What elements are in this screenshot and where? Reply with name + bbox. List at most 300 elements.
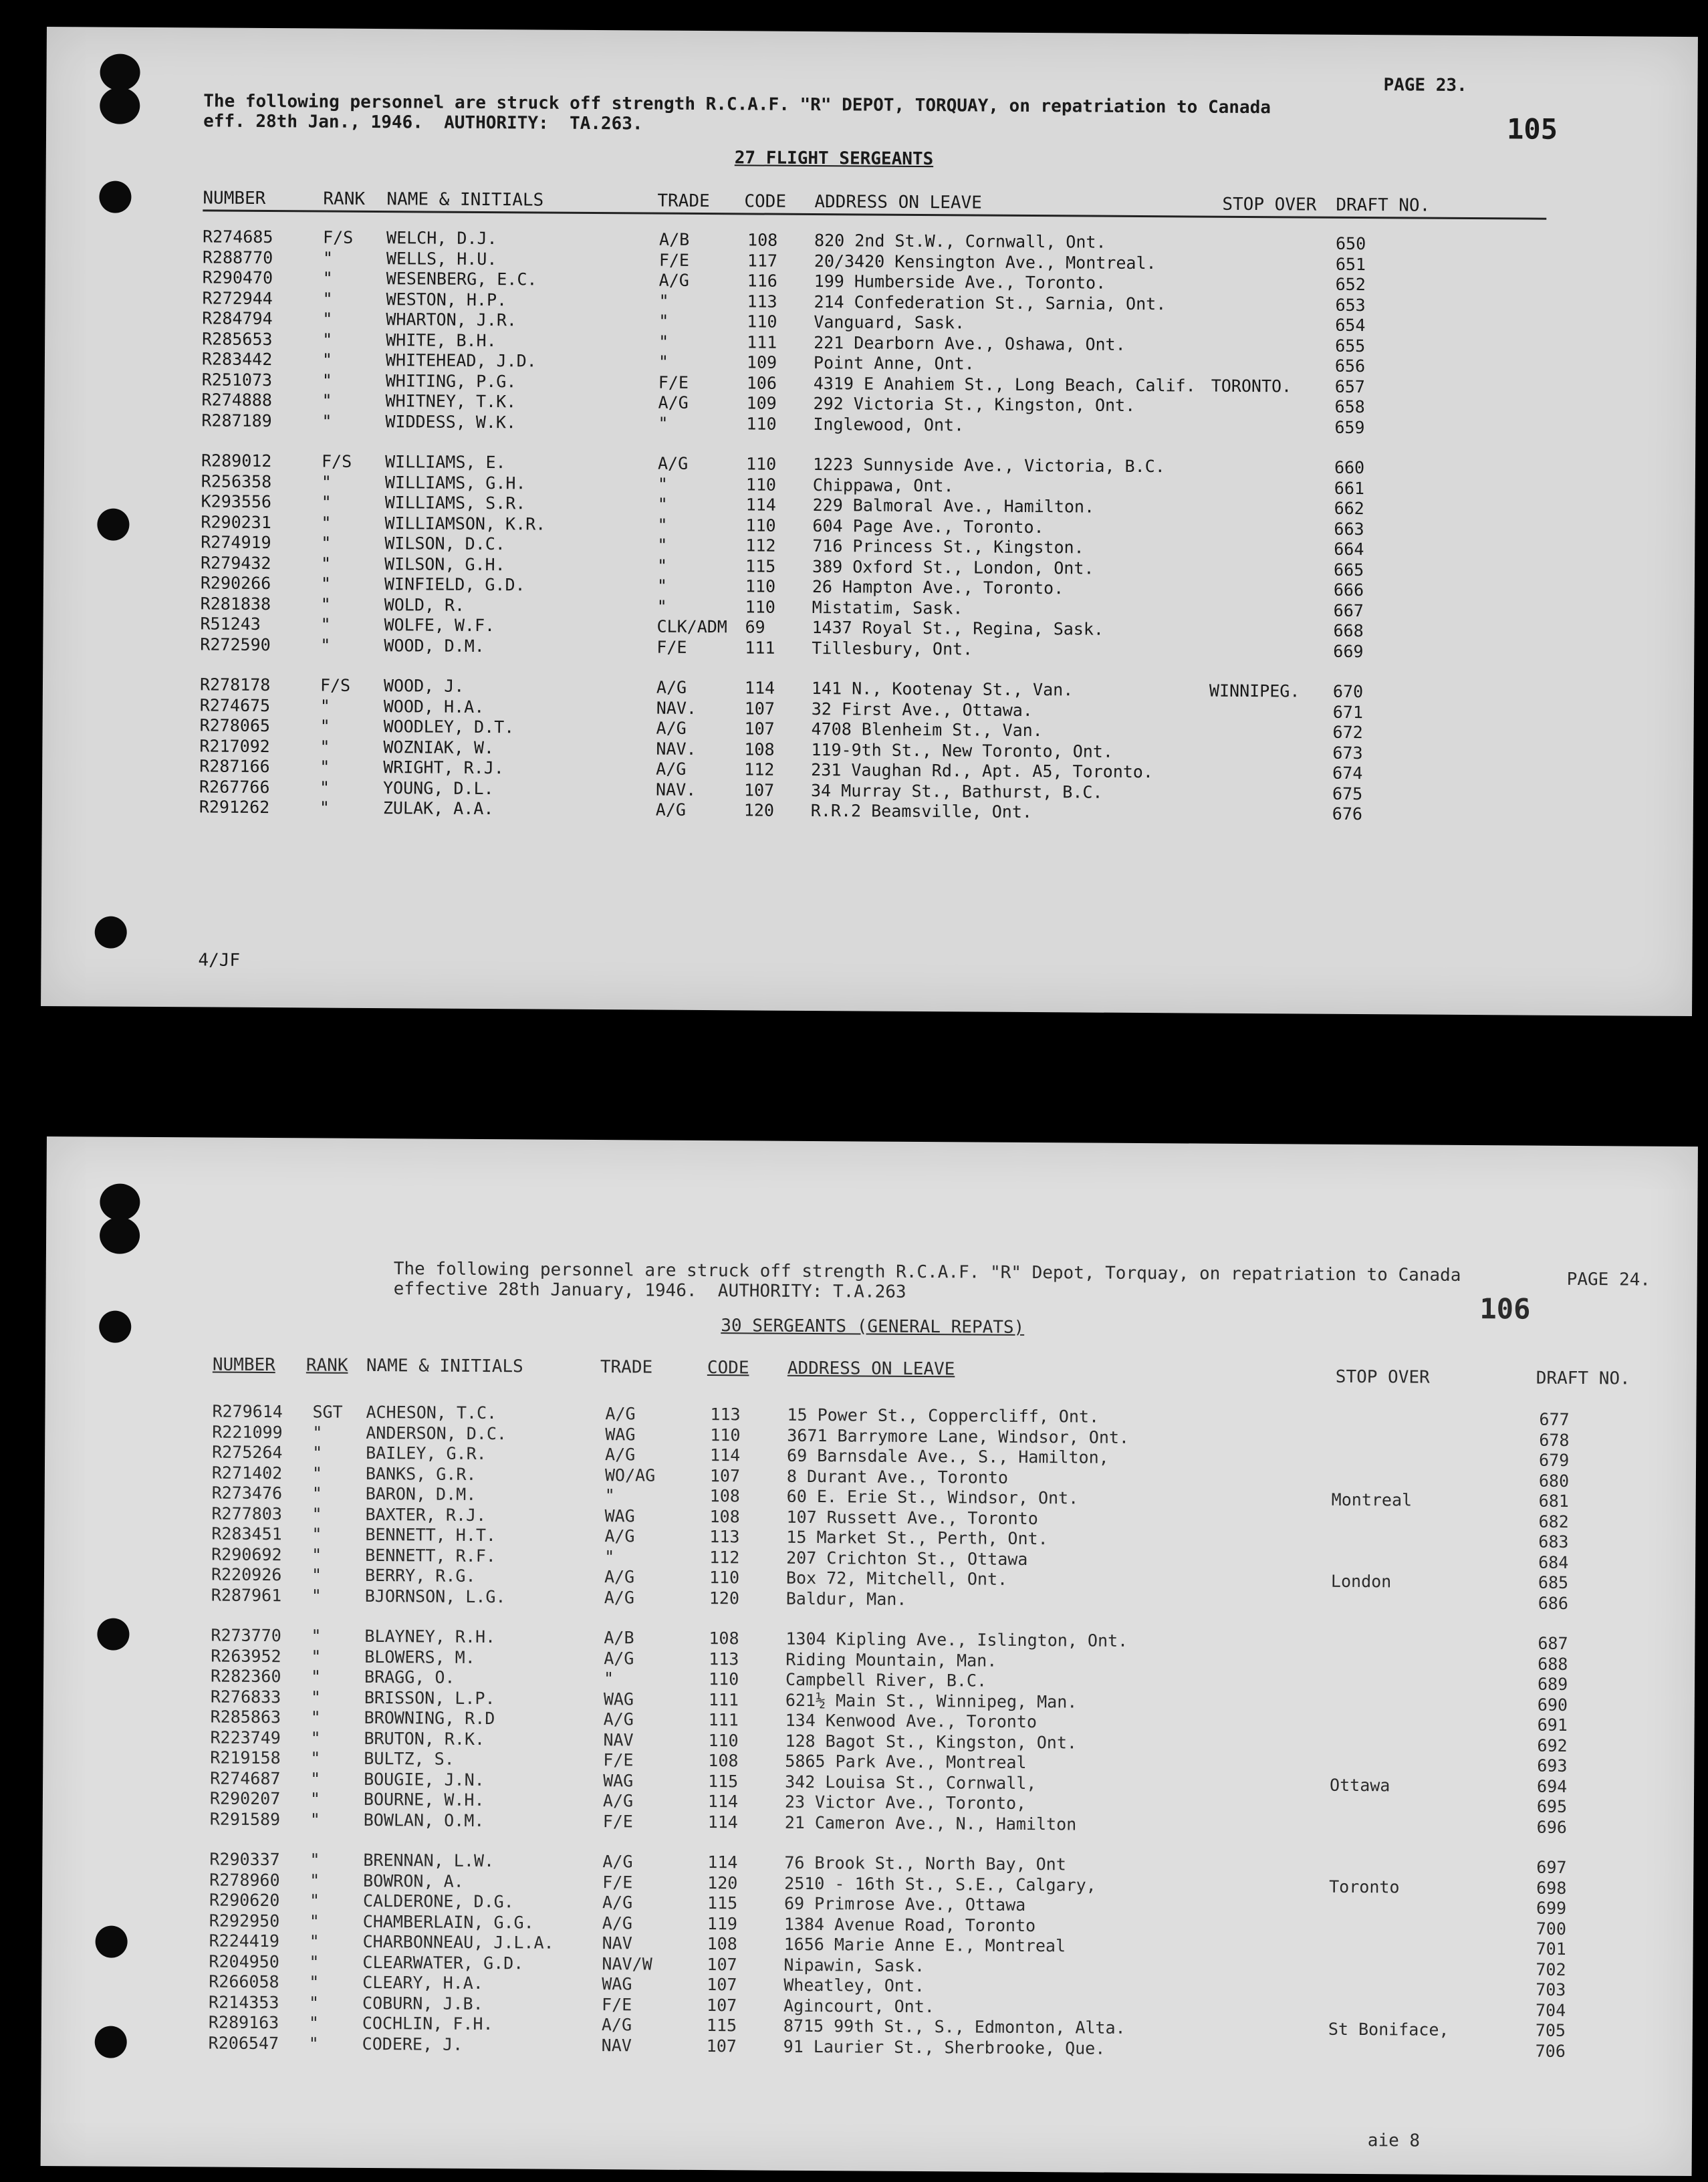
cell-draft: 702 [1536, 1959, 1566, 1979]
cell-address: 34 Murray St., Bathurst, B.C. [810, 780, 1103, 802]
cell-address: Baldur, Man. [785, 1588, 907, 1609]
header-rank: RANK [323, 189, 366, 209]
cell-code: 111 [747, 332, 777, 352]
cell-name: BOURNE, W.H. [363, 1789, 485, 1810]
cell-name: CHARBONNEAU, J.L.A. [362, 1931, 554, 1953]
cell-name: BANKS, G.R. [365, 1463, 477, 1484]
cell-name: WILLIAMS, S.R. [384, 493, 526, 513]
cell-number: R272590 [200, 634, 271, 654]
cell-name: BERRY, R.G. [364, 1565, 476, 1586]
cell-number: R290266 [200, 573, 271, 594]
cell-draft: 700 [1536, 1919, 1567, 1939]
cell-rank: " [320, 635, 331, 655]
header-name: NAME & INITIALS [366, 1355, 523, 1377]
cell-name: CHAMBERLAIN, G.G. [362, 1911, 534, 1932]
cell-number: R221099 [212, 1422, 283, 1442]
cell-name: WOOD, D.M. [384, 635, 485, 656]
stamp-number: 105 [1506, 112, 1558, 146]
cell-number: R283451 [211, 1524, 282, 1544]
cell-number: R279614 [212, 1401, 283, 1422]
personnel-table [41, 27, 1698, 1016]
cell-number: R220926 [211, 1564, 282, 1585]
document-page-24 [41, 1136, 1698, 2176]
cell-rank: " [310, 1687, 322, 1707]
cell-number: R285653 [202, 328, 273, 349]
cell-address: 221 Dearborn Ave., Oshawa, Ont. [814, 332, 1126, 354]
cell-rank: " [319, 777, 330, 798]
cell-address: 5865 Park Ave., Montreal [785, 1751, 1027, 1772]
cell-draft: 668 [1333, 620, 1364, 641]
cell-trade: " [658, 291, 669, 311]
cell-rank: " [312, 1463, 323, 1483]
cell-name: WRIGHT, R.J. [383, 757, 504, 778]
cell-address: Wheatley, Ont. [783, 1975, 925, 1996]
page-label: PAGE 23. [1383, 75, 1467, 96]
cell-rank: " [311, 1626, 322, 1646]
cell-draft: 686 [1538, 1593, 1569, 1613]
cell-rank: " [310, 1789, 321, 1809]
cell-code: 111 [708, 1710, 739, 1730]
cell-draft: 699 [1536, 1898, 1567, 1918]
cell-code: 113 [709, 1649, 739, 1669]
cell-name: WHITEHEAD, J.D. [385, 350, 537, 371]
cell-trade: " [657, 556, 668, 576]
cell-rank: " [320, 757, 330, 777]
cell-number: R278065 [199, 715, 271, 736]
cell-draft: 695 [1536, 1796, 1568, 1816]
header-code: CODE [707, 1358, 749, 1378]
cell-rank: " [322, 268, 333, 288]
cell-address: 1656 Marie Anne E., Montreal [783, 1934, 1066, 1956]
cell-name: WILSON, G.H. [384, 554, 505, 574]
cell-stopover: Ottawa [1330, 1775, 1390, 1795]
cell-draft: 690 [1537, 1695, 1568, 1715]
cell-address: 20/3420 Kensington Ave., Montreal. [814, 251, 1156, 273]
cell-number: R289163 [208, 2012, 279, 2033]
cell-trade: WAG [604, 1505, 635, 1526]
cell-trade: A/G [658, 270, 689, 290]
cell-rank: " [322, 350, 333, 370]
cell-rank: " [308, 2013, 320, 2033]
cell-address: 4708 Blenheim St., Van. [811, 719, 1043, 741]
cell-rank: SGT [312, 1402, 343, 1422]
cell-rank: " [322, 411, 332, 431]
cell-rank: " [309, 1972, 320, 1992]
cell-rank: " [312, 1422, 323, 1443]
cell-rank: " [320, 574, 332, 594]
cell-address: 128 Bagot St., Kingston, Ont. [785, 1731, 1078, 1752]
cell-draft: 654 [1335, 315, 1366, 336]
cell-address: 1304 Kipling Ave., Islington, Ont. [785, 1628, 1128, 1651]
header-name: NAME & INITIALS [386, 189, 544, 211]
cell-number: R256358 [201, 471, 272, 491]
cell-number: R274919 [201, 532, 271, 553]
cell-rank: " [311, 1585, 322, 1606]
cell-rank: " [312, 1544, 322, 1565]
cell-draft: 663 [1334, 519, 1364, 539]
cell-draft: 696 [1536, 1817, 1567, 1837]
cell-code: 107 [709, 1465, 741, 1485]
cell-trade: A/G [602, 1893, 633, 1913]
cell-trade: A/G [656, 759, 687, 779]
cell-trade: A/G [604, 1648, 634, 1668]
cell-name: BLAYNEY, R.H. [364, 1626, 496, 1647]
cell-trade: F/E [602, 1811, 634, 1831]
cell-address: 389 Oxford St., London, Ont. [812, 556, 1094, 578]
cell-trade: A/B [658, 229, 690, 249]
cell-rank: " [309, 1951, 320, 1972]
cell-code: 119 [707, 1913, 738, 1933]
cell-draft: 651 [1335, 254, 1366, 274]
cell-name: BOUGIE, J.N. [364, 1769, 485, 1790]
cell-number: R279432 [201, 552, 271, 573]
cell-draft: 671 [1332, 702, 1364, 722]
cell-rank: " [321, 513, 332, 533]
cell-rank: " [320, 696, 330, 716]
cell-number: R273476 [211, 1483, 283, 1503]
header-rank: RANK [306, 1355, 348, 1376]
cell-trade: F/E [658, 250, 690, 270]
cell-address: 69 Barnsdale Ave., S., Hamilton, [787, 1445, 1109, 1467]
cell-rank: " [322, 370, 332, 390]
cell-address: 2510 - 16th St., S.E., Calgary, [784, 1873, 1096, 1895]
cell-draft: 689 [1537, 1674, 1568, 1694]
cell-address: Tillesbury, Ont. [812, 638, 973, 658]
cell-number: R285863 [210, 1707, 281, 1727]
section-title: 30 SERGEANTS (GENERAL REPATS) [721, 1316, 1025, 1338]
cell-draft: 650 [1335, 233, 1366, 254]
cell-address: Vanguard, Sask. [814, 312, 965, 333]
cell-code: 110 [710, 1425, 741, 1445]
footer-initials: 4/JF [198, 950, 241, 971]
header-stopover: STOP OVER [1222, 194, 1317, 215]
cell-trade: " [658, 311, 669, 331]
cell-name: ACHESON, T.C. [366, 1402, 497, 1423]
cell-rank: " [309, 1911, 320, 1931]
cell-draft: 692 [1537, 1735, 1568, 1755]
cell-draft: 697 [1536, 1857, 1567, 1877]
cell-rank: " [310, 1809, 320, 1830]
cell-code: 117 [747, 250, 778, 271]
cell-rank: " [310, 1768, 321, 1789]
cell-stopover: WINNIPEG. [1209, 681, 1300, 701]
cell-name: BROWNING, R.D [364, 1707, 495, 1729]
cell-address: 199 Humberside Ave., Toronto. [814, 271, 1106, 293]
cell-number: R273770 [211, 1625, 281, 1646]
cell-number: R290337 [209, 1849, 280, 1870]
cell-code: 114 [710, 1445, 741, 1465]
cell-draft: 674 [1332, 763, 1363, 783]
cell-address: 207 Crichton St., Ottawa [786, 1548, 1028, 1569]
cell-draft: 693 [1537, 1755, 1568, 1776]
cell-number: R204950 [209, 1951, 279, 1971]
cell-trade: NAV [601, 2035, 632, 2055]
cell-trade: A/G [602, 1791, 634, 1811]
cell-trade: A/G [656, 677, 687, 697]
cell-name: BENNETT, R.F. [365, 1545, 496, 1566]
cell-trade: WAG [603, 1770, 634, 1790]
cell-draft: 659 [1334, 417, 1365, 437]
cell-code: 111 [708, 1689, 739, 1709]
cell-draft: 657 [1334, 376, 1365, 396]
cell-number: R289012 [201, 451, 272, 471]
cell-name: WILLIAMS, G.H. [384, 472, 526, 493]
cell-address: 8 Durant Ave., Toronto [786, 1466, 1009, 1487]
cell-trade: NAV/W [602, 1953, 652, 1974]
cell-name: WHITNEY, T.K. [385, 391, 517, 412]
cell-trade: A/G [602, 1913, 633, 1933]
cell-trade: A/G [603, 1709, 634, 1729]
cell-name: WELLS, H.U. [386, 248, 497, 269]
cell-address: 134 Kenwood Ave., Toronto [785, 1710, 1038, 1732]
cell-address: 229 Balmoral Ave., Hamilton. [812, 495, 1095, 517]
cell-number: K293556 [201, 491, 272, 512]
header-stopover: STOP OVER [1335, 1366, 1430, 1388]
cell-stopover: TORONTO. [1211, 376, 1292, 396]
cell-rank: " [310, 1707, 321, 1727]
cell-stopover: Toronto [1329, 1876, 1400, 1897]
cell-trade: NAV. [655, 779, 697, 800]
cell-code: 115 [707, 1893, 738, 1913]
cell-number: R290692 [211, 1544, 282, 1564]
cell-number: R272944 [202, 287, 273, 308]
cell-code: 110 [709, 1568, 740, 1588]
cell-address: 820 2nd St.W., Cornwall, Ont. [814, 231, 1106, 252]
cell-draft: 701 [1536, 1939, 1566, 1959]
cell-address: Box 72, Mitchell, Ont. [785, 1568, 1008, 1589]
cell-draft: 672 [1332, 722, 1363, 743]
cell-rank: " [309, 1992, 320, 2013]
cell-draft: 676 [1332, 804, 1363, 824]
cell-rank: " [320, 594, 331, 614]
cell-number: R223749 [210, 1727, 281, 1747]
cell-rank: " [320, 716, 330, 736]
cell-code: 110 [746, 413, 777, 434]
cell-rank: " [310, 1850, 320, 1870]
cell-rank: " [322, 390, 332, 410]
cell-number: R290470 [202, 267, 273, 288]
cell-draft: 685 [1538, 1572, 1569, 1592]
cell-trade: NAV [603, 1729, 634, 1749]
header-draft: DRAFT NO. [1536, 1368, 1630, 1389]
cell-rank: " [319, 798, 330, 818]
cell-draft: 666 [1333, 580, 1364, 600]
cell-address: 231 Vaughan Rd., Apt. A5, Toronto. [811, 760, 1154, 782]
cell-code: 120 [709, 1588, 740, 1608]
cell-number: R283442 [201, 349, 273, 370]
cell-name: WELCH, D.J. [386, 228, 497, 249]
cell-code: 109 [746, 352, 777, 372]
cell-code: 115 [706, 2016, 737, 2036]
cell-number: R217092 [199, 735, 270, 756]
cell-number: R51243 [200, 614, 261, 634]
cell-trade: WO/AG [604, 1465, 656, 1485]
cell-draft: 680 [1538, 1471, 1570, 1491]
cell-number: R292950 [209, 1911, 280, 1931]
cell-draft: 706 [1535, 2041, 1566, 2061]
cell-draft: 691 [1537, 1715, 1568, 1735]
cell-address: 15 Market St., Perth, Ont. [786, 1527, 1048, 1549]
cell-trade: " [658, 352, 669, 372]
cell-trade: " [658, 332, 669, 352]
cell-number: R290231 [201, 511, 271, 532]
cell-code: 115 [708, 1771, 739, 1791]
cell-rank: " [310, 1667, 322, 1687]
cell-trade: " [657, 474, 668, 494]
cell-code: 113 [710, 1405, 741, 1425]
cell-number: R291262 [199, 797, 270, 818]
header-address: ADDRESS ON LEAVE [814, 192, 982, 213]
cell-name: WHARTON, J.R. [386, 310, 517, 330]
cell-code: 107 [707, 1975, 737, 1995]
cell-name: CODERE, J. [362, 2034, 463, 2054]
cell-trade: A/G [605, 1404, 636, 1424]
cell-trade: A/G [602, 1852, 633, 1872]
cell-name: ANDERSON, D.C. [366, 1423, 507, 1443]
cell-draft: 660 [1334, 457, 1365, 478]
cell-code: 69 [745, 617, 765, 637]
cell-draft: 661 [1334, 478, 1365, 498]
cell-draft: 655 [1335, 336, 1366, 356]
cell-code: 114 [707, 1852, 738, 1872]
cell-name: BAXTER, R.J. [365, 1504, 487, 1525]
cell-trade: " [656, 596, 667, 616]
cell-rank: " [312, 1524, 322, 1544]
cell-name: WHITE, B.H. [386, 330, 497, 350]
cell-code: 108 [708, 1751, 739, 1771]
cell-code: 107 [744, 719, 775, 739]
cell-stopover: Montreal [1331, 1489, 1413, 1510]
cell-number: R275264 [212, 1442, 283, 1463]
cell-draft: 694 [1537, 1776, 1568, 1796]
cell-trade: F/E [603, 1750, 634, 1770]
cell-rank: F/S [320, 675, 351, 695]
cell-address: Nipawin, Sask. [783, 1955, 925, 1975]
cell-name: WESTON, H.P. [386, 289, 507, 310]
cell-draft: 673 [1332, 743, 1363, 763]
cell-rank: F/S [322, 227, 354, 247]
cell-address: 26 Hampton Ave., Toronto. [812, 577, 1064, 598]
footer-mark: aie 8 [1367, 2131, 1421, 2151]
cell-rank: " [312, 1443, 323, 1463]
cell-trade: A/G [601, 2015, 632, 2035]
cell-draft: 688 [1538, 1654, 1568, 1674]
cell-number: R291589 [209, 1809, 281, 1829]
cell-name: BRENNAN, L.W. [363, 1850, 495, 1871]
cell-draft: 656 [1334, 356, 1366, 376]
cell-name: WILLIAMS, E. [384, 452, 506, 473]
cell-code: 113 [747, 291, 777, 312]
cell-code: 108 [709, 1486, 740, 1506]
cell-number: R214353 [209, 1992, 279, 2012]
cell-address: 1223 Sunnyside Ave., Victoria, B.C. [812, 455, 1165, 477]
cell-address: 119-9th St., New Toronto, Ont. [811, 739, 1114, 761]
cell-code: 107 [706, 2036, 737, 2056]
cell-rank: " [310, 1748, 321, 1768]
cell-number: R290207 [209, 1788, 281, 1809]
cell-name: YOUNG, D.L. [382, 777, 494, 798]
cell-address: 716 Princess St., Kingston. [812, 536, 1084, 558]
cell-code: 112 [745, 535, 776, 556]
header-code: CODE [744, 191, 787, 212]
cell-code: 107 [744, 698, 775, 719]
cell-name: BLOWERS, M. [364, 1647, 475, 1667]
cell-number: R206547 [208, 2033, 279, 2053]
cell-code: 106 [746, 372, 777, 393]
cell-name: BAILEY, G.R. [366, 1443, 487, 1464]
cell-address: 621½ Main St., Winnipeg, Man. [785, 1690, 1078, 1711]
cell-code: 108 [744, 739, 775, 759]
cell-code: 114 [745, 495, 776, 515]
cell-code: 108 [709, 1506, 740, 1526]
cell-address: 60 E. Erie St., Windsor, Ont. [786, 1486, 1079, 1508]
cell-code: 110 [745, 474, 777, 495]
cell-name: BOWLAN, O.M. [363, 1810, 485, 1830]
cell-draft: 653 [1335, 295, 1366, 315]
cell-code: 110 [745, 596, 775, 617]
cell-trade: " [658, 413, 668, 433]
cell-name: COBURN, J.B. [362, 1993, 483, 2014]
cell-trade: WAG [602, 1974, 632, 1994]
cell-address: 69 Primrose Ave., Ottawa [783, 1893, 1026, 1915]
cell-draft: 687 [1538, 1633, 1568, 1653]
cell-trade: A/G [604, 1587, 635, 1607]
cell-code: 107 [743, 779, 775, 800]
cell-address: 8715 99th St., S., Edmonton, Alta. [783, 2016, 1126, 2038]
cell-trade: A/G [658, 392, 689, 412]
intro-line-1: The following personnel are struck off strength R.C.A.F. "R" Depot, Torquay, on repatriation to Canada [393, 1259, 1461, 1286]
cell-trade: F/E [656, 637, 687, 657]
cell-number: R219158 [210, 1747, 281, 1768]
section-title: 27 FLIGHT SERGEANTS [734, 148, 934, 170]
cell-draft: 662 [1334, 498, 1364, 519]
intro-line-2: eff. 28th Jan., 1946. AUTHORITY: TA.263. [203, 111, 643, 134]
header-draft: DRAFT NO. [1336, 195, 1431, 216]
cell-draft: 670 [1332, 681, 1364, 702]
cell-code: 115 [745, 556, 776, 576]
cell-address: R.R.2 Beamsville, Ont. [810, 801, 1033, 822]
cell-trade: F/E [658, 372, 689, 392]
cell-name: WOLFE, W.F. [384, 615, 495, 636]
cell-number: R266058 [209, 1971, 279, 1992]
cell-address: Inglewood, Ont. [813, 414, 965, 435]
cell-code: 110 [747, 312, 777, 332]
cell-rank: " [309, 1891, 320, 1911]
cell-address: 107 Russett Ave., Toronto [786, 1507, 1038, 1528]
intro-line-1: The following personnel are struck off strength R.C.A.F. "R" DEPOT, TORQUAY, on repatriation to Canada [203, 91, 1271, 118]
cell-draft: 658 [1334, 396, 1365, 417]
cell-address: 15 Power St., Coppercliff, Ont. [787, 1405, 1100, 1427]
cell-trade: NAV. [656, 739, 697, 759]
cell-number: R278178 [199, 675, 271, 695]
cell-number: R274685 [202, 227, 273, 247]
cell-name: WILLIAMSON, K.R. [384, 513, 546, 534]
cell-address: 3671 Barrymore Lane, Windsor, Ont. [787, 1425, 1130, 1447]
cell-trade: WAG [605, 1424, 636, 1444]
cell-name: ZULAK, A.A. [382, 798, 494, 819]
cell-name: WINFIELD, G.D. [384, 574, 525, 595]
cell-code: 107 [706, 1995, 737, 2015]
cell-address: Campbell River, B.C. [785, 1669, 987, 1691]
cell-address: 214 Confederation St., Sarnia, Ont. [814, 291, 1167, 314]
cell-draft: 705 [1535, 2020, 1566, 2040]
cell-draft: 652 [1335, 274, 1366, 295]
cell-number: R278960 [209, 1870, 280, 1890]
cell-rank: " [310, 1870, 320, 1891]
cell-code: 120 [707, 1872, 738, 1893]
cell-name: BRUTON, R.K. [364, 1728, 485, 1749]
cell-number: R284794 [202, 308, 273, 329]
